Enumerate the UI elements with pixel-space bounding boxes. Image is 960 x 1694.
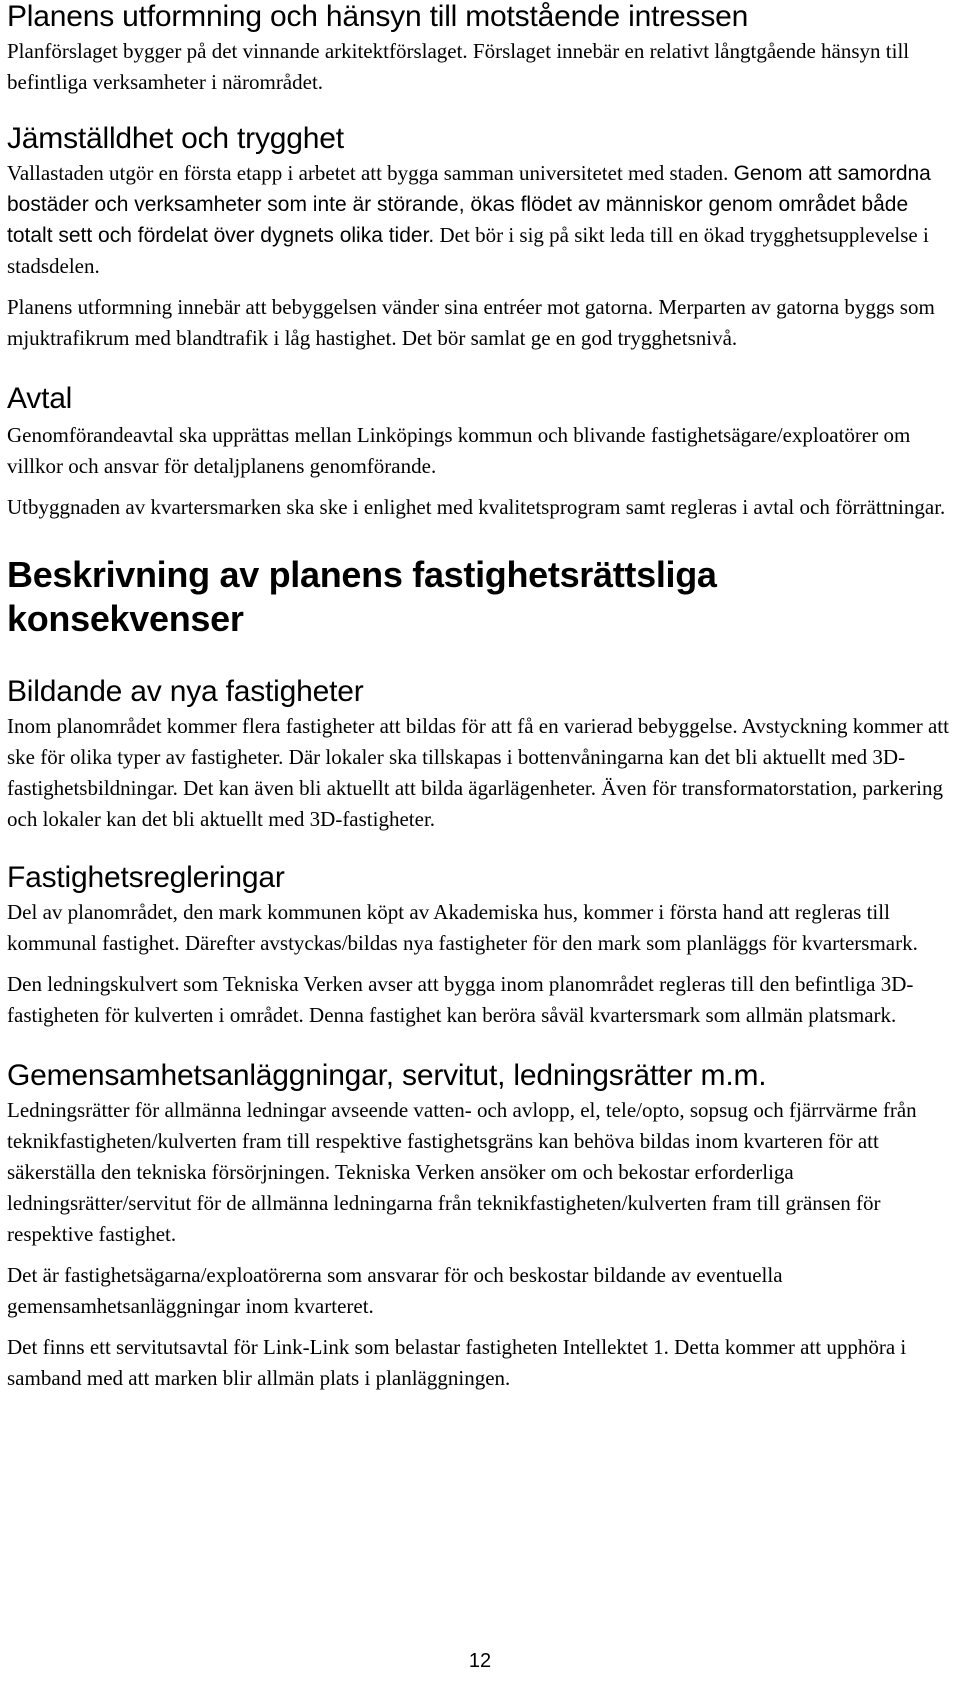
- paragraph: Den ledningskulvert som Tekniska Verken avser att bygga inom planområdet regleras till den befintliga 3D-fastigheten för kulverten i området. Denna fastighet kan beröra såväl kvartersmark som allmän platsmark.: [7, 972, 914, 1027]
- section-heading: Jämställdhet och trygghet: [7, 122, 344, 155]
- paragraph: Det är fastighetsägarna/exploatörerna som ansvarar för och beskostar bildande av eventuella gemensamhetsanläggningar inom kvarteret.: [7, 1263, 783, 1318]
- paragraph: [7, 158, 953, 282]
- document-page: [7, 0, 953, 1394]
- section-heading: Gemensamhetsanläggningar, servitut, ledningsrätter m.m.: [7, 1059, 767, 1092]
- paragraph: Planförslaget bygger på det vinnande arkitektförslaget. Förslaget innebär en relativt långtgående hänsyn till befintliga verksamheter i närområdet.: [7, 39, 910, 94]
- main-heading: Beskrivning av planens fastighetsrättsliga konsekvenser: [7, 554, 717, 639]
- paragraph: Det finns ett servitutsavtal för Link-Link som belastar fastigheten Intellektet 1. Detta kommer att upphöra i samband med att marken blir allmän plats i planläggningen.: [7, 1335, 907, 1390]
- section-heading: Avtal: [7, 382, 73, 415]
- paragraph-serif-part: Det bör i sig på sikt leda till en ökad trygghetsupplevelse i stadsdelen.: [7, 223, 929, 278]
- paragraph: Del av planområdet, den mark kommunen köpt av Akademiska hus, kommer i första hand att regleras till kommunal fastighet. Därefter avstyckas/bildas nya fastigheter för den mark som planläggs för kvartersmark.: [7, 900, 918, 955]
- paragraph: Genomförandeavtal ska upprättas mellan Linköpings kommun och blivande fastighetsägare/exploatörer om villkor och ansvar för detaljplanens genomförande.: [7, 423, 911, 478]
- section-heading: Planens utformning och hänsyn till motstående intressen: [7, 0, 749, 33]
- paragraph: Utbyggnaden av kvartersmarken ska ske i enlighet med kvalitetsprogram samt regleras i avtal och förrättningar.: [7, 495, 946, 519]
- paragraph-sans-part: Genom att samordna bostäder och verksamheter som inte är störande, ökas flödet av människor genom området både totalt sett och fördelat över dygnets olika tider.: [7, 162, 931, 247]
- paragraph: Ledningsrätter för allmänna ledningar avseende vatten- och avlopp, el, tele/opto, sopsug och fjärrvärme från teknikfastigheten/kulverten fram till respektive fastighetsgräns kan behöva bildas inom kvarteren för att säkerställa den tekniska försörjningen. Tekniska Verken ansöker om och bekostar erforderliga ledningsrätter/servitut för de allmänna ledningarna från teknikfastigheten/kulverten fram till gränsen för respektive fastighet.: [7, 1098, 917, 1246]
- page-number: 12: [468, 1650, 492, 1672]
- paragraph: Inom planområdet kommer flera fastigheter att bildas för att få en varierad bebyggelse. Avstyckning kommer att ske för olika typer av fastigheter. Där lokaler ska tillskapas i bottenvåningarna kan det bli aktuellt med 3D-fastighetsbildningar. Det kan även bli aktuellt att bilda ägarlägenheter. Även för transformatorstation, parkering och lokaler kan det bli aktuellt med 3D-fastigheter.: [7, 714, 949, 831]
- paragraph: Planens utformning innebär att bebyggelsen vänder sina entréer mot gatorna. Merparten av gatorna byggs som mjuktrafikrum med blandtrafik i låg hastighet. Det bör samlat ge en god trygghetsnivå.: [7, 295, 935, 350]
- paragraph-serif-part: Vallastaden utgör en första etapp i arbetet att bygga samman universitetet med staden.: [7, 161, 729, 185]
- section-heading: Bildande av nya fastigheter: [7, 675, 364, 708]
- section-heading: Fastighetsregleringar: [7, 861, 285, 894]
